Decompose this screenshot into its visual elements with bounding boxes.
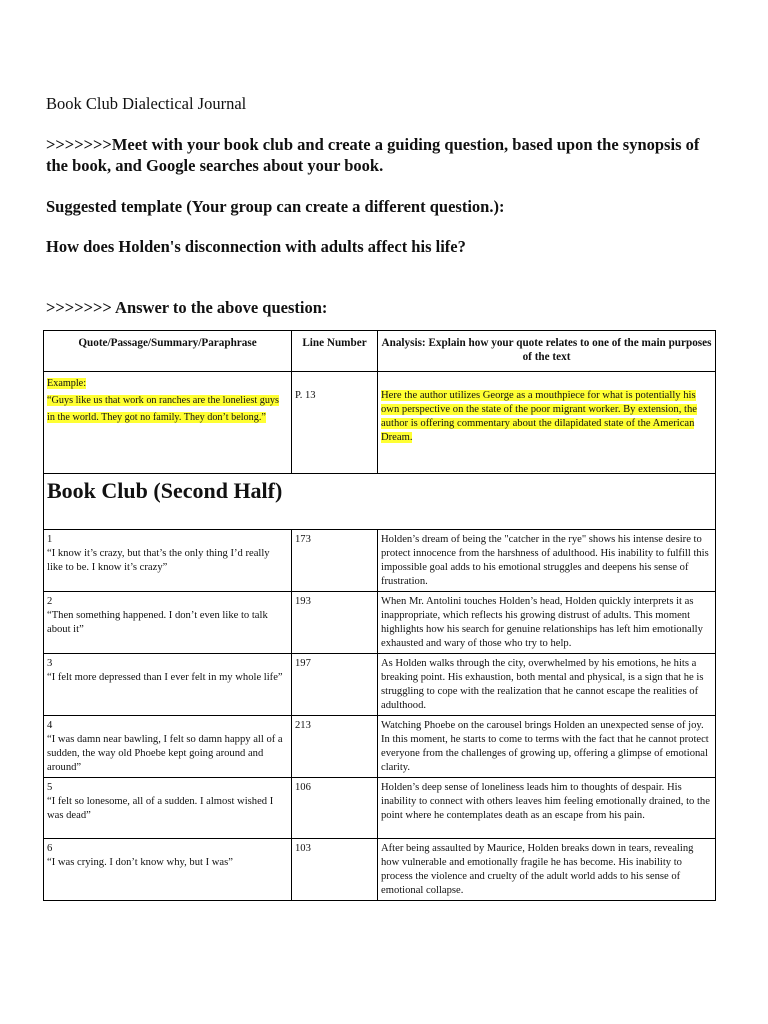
table-row [44,592,716,654]
entry-line-cell [292,839,378,901]
header-line-number: Line Number [292,331,378,372]
example-analysis-cell [378,372,716,474]
entry-quote-cell [44,778,292,839]
entry-quote: “I felt so lonesome, all of a sudden. I almost wished I was dead” [47,796,274,821]
journal-table [43,330,716,901]
entry-number: 3 [47,658,53,669]
entry-line-number: 106 [295,782,311,793]
table-row [44,716,716,778]
entry-analysis: As Holden walks through the city, overwhelmed by his emotions, he hits a breaking point. His exhaustion, both mental and physical, is a sign that he is struggling to cope with the realization that he cannot escape the realities of adulthood. [381,658,704,711]
template-note: Suggested template (Your group can create a different question.): [46,197,505,216]
entry-analysis-cell [378,530,716,592]
header-analysis: Analysis: Explain how your quote relates to one of the main purposes of the text [378,331,716,372]
entry-number: 6 [47,843,53,854]
entry-quote-cell [44,530,292,592]
entry-analysis-cell [378,654,716,716]
entry-quote-cell [44,654,292,716]
guiding-question: How does Holden's disconnection with adults affect his life? [46,237,466,256]
document-title: Book Club Dialectical Journal [46,94,247,113]
entry-line-cell [292,716,378,778]
section-row [44,474,716,530]
example-analysis: Here the author utilizes George as a mouthpiece for what is potentially his own perspective on the state of the poor migrant worker. By extension, the author is offering commentary about the dilapidated state of the American Dream. [381,390,697,443]
answer-heading: >>>>>>> Answer to the above question: [46,298,328,317]
entry-analysis-cell [378,592,716,654]
entry-analysis: When Mr. Antolini touches Holden’s head, Holden quickly interprets it as inappropriate, which reflects his growing distrust of adults. This moment highlights how his search for genuine relationships has left him emotionally exhausted and wary of those who try to help. [381,596,703,649]
entry-analysis-cell [378,778,716,839]
entry-number: 2 [47,596,53,607]
entry-number: 5 [47,782,53,793]
section-cell [44,474,716,530]
example-row [44,372,716,474]
table-row [44,778,716,839]
entry-line-cell [292,654,378,716]
entry-line-number: 103 [295,843,311,854]
entry-quote: “I felt more depressed than I ever felt in my whole life” [47,672,283,683]
entry-line-number: 197 [295,658,311,669]
entry-analysis-cell [378,839,716,901]
entry-quote: “I know it’s crazy, but that’s the only thing I’d really like to be. I know it’s crazy” [47,548,270,573]
entry-number: 4 [47,720,53,731]
section-title: Book Club (Second Half) [47,478,283,503]
entry-quote: “I was damn near bawling, I felt so damn happy all of a sudden, the way old Phoebe kept going around and around” [47,734,283,773]
entry-quote-cell [44,592,292,654]
instructions-text: >>>>>>>Meet with your book club and create a guiding question, based upon the synopsis of the book, and Google searches about your book. [46,135,700,175]
entry-line-number: 173 [295,534,311,545]
entry-line-number: 193 [295,596,311,607]
entry-analysis: Watching Phoebe on the carousel brings Holden an unexpected sense of joy. In this moment, he starts to come to terms with the fact that he cannot protect everyone from the challenges of growing up, offering a glimpse of emotional clarity. [381,720,709,773]
example-quote-cell [44,372,292,474]
entry-line-number: 213 [295,720,311,731]
table-row [44,530,716,592]
example-line: P. 13 [295,390,316,401]
example-quote: “Guys like us that work on ranches are the loneliest guys in the world. They got no family. They don’t belong.” [47,395,279,423]
example-label: Example: [47,378,87,389]
header-quote: Quote/Passage/Summary/Paraphrase [44,331,292,372]
entry-quote-cell [44,716,292,778]
entries-body [44,530,716,901]
example-line-cell [292,372,378,474]
table-row [44,654,716,716]
entry-quote: “Then something happened. I don’t even like to talk about it” [47,610,268,635]
entry-line-cell [292,592,378,654]
entry-analysis: After being assaulted by Maurice, Holden breaks down in tears, revealing how vulnerable and emotionally fragile he has become. His inability to process the violence and cruelty of the adult world adds to his sense of emotional collapse. [381,843,694,896]
entry-quote: “I was crying. I don’t know why, but I was” [47,857,233,868]
entry-analysis-cell [378,716,716,778]
entry-line-cell [292,778,378,839]
entry-line-cell [292,530,378,592]
entry-number: 1 [47,534,53,545]
table-header-row [44,331,716,372]
entry-analysis: Holden’s deep sense of loneliness leads him to thoughts of despair. His inability to connect with others leaves him feeling emotionally drained, to the point where he contemplates death as an escape from his pain. [381,782,710,821]
entry-quote-cell [44,839,292,901]
entry-analysis: Holden’s dream of being the "catcher in the rye" shows his intense desire to protect innocence from the harshness of adulthood. His inability to fulfill this impossible goal adds to his emotional struggles and deepens his sense of frustration. [381,534,709,587]
table-row [44,839,716,901]
